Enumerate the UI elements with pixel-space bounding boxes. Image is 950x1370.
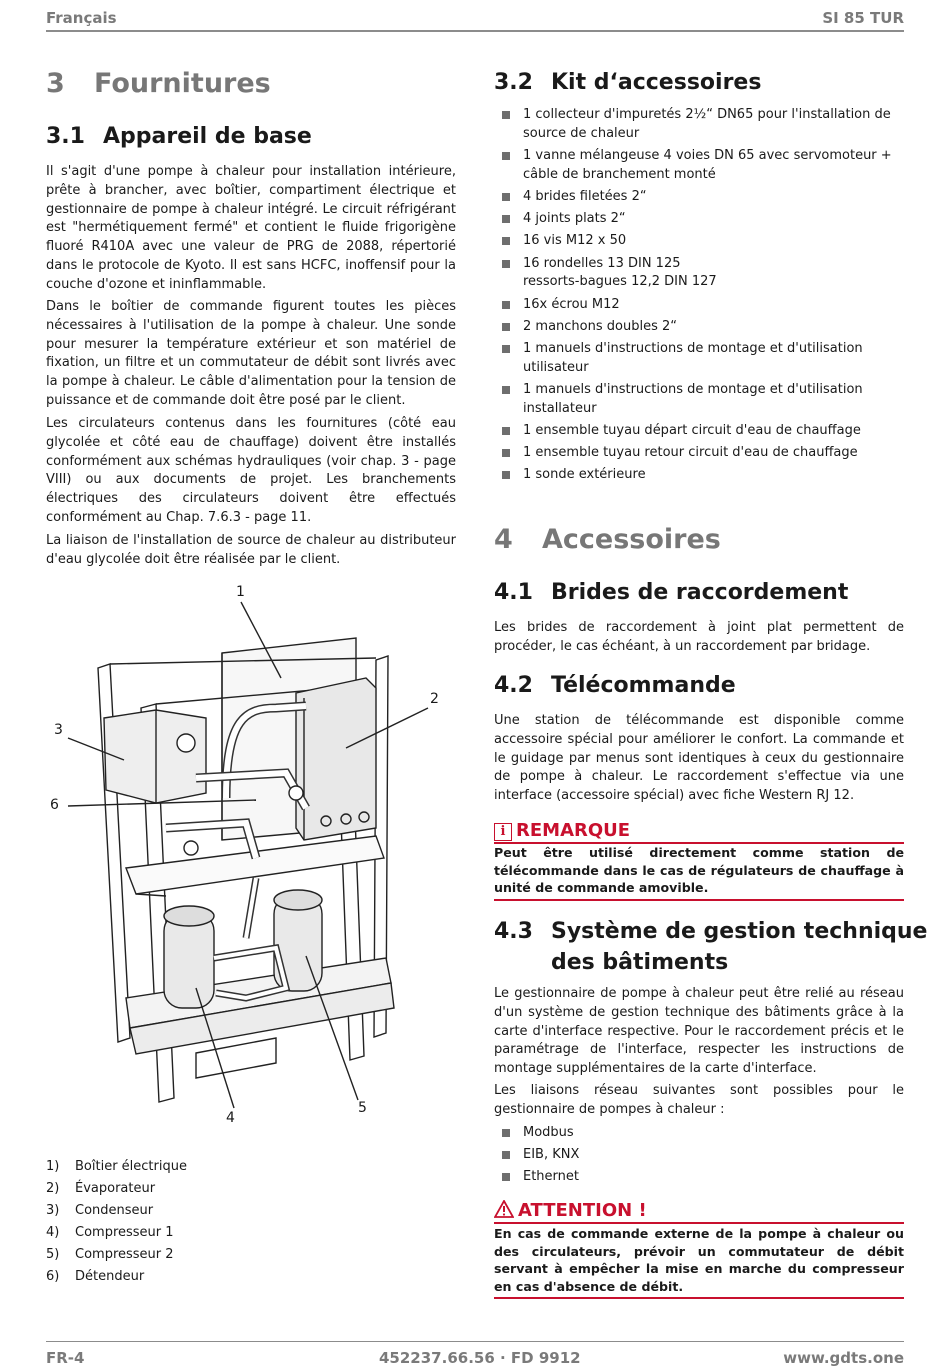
remarque-text: Peut être utilisé directement comme station de télécommande dans le cas de régulateurs de chauffage à unité de commande amovible. xyxy=(494,844,904,901)
footer-page-number: FR-4 xyxy=(46,1349,85,1367)
network-links-list xyxy=(494,1124,904,1191)
section-number: 4 xyxy=(494,524,513,555)
figure-label-1: 1 xyxy=(236,584,245,600)
page-header xyxy=(46,6,904,32)
figure-label-6: 6 xyxy=(50,797,59,813)
attention-title: ATTENTION ! xyxy=(518,1200,647,1221)
footer-document-reference: 452237.66.56 · FD 9912 xyxy=(379,1349,581,1367)
attention-heading xyxy=(494,1200,904,1224)
list-item: 2 manchons doubles 2“ xyxy=(494,318,904,337)
footer-website: www.gdts.one xyxy=(783,1349,904,1367)
heat-pump-figure xyxy=(46,578,466,1138)
section-4-2-heading xyxy=(494,673,736,698)
accessory-kit-list xyxy=(494,106,904,488)
section-title-continued: des bâtiments xyxy=(551,950,729,975)
figure-label-4: 4 xyxy=(226,1110,235,1126)
list-item: 1 collecteur d'impuretés 2½“ DN65 pour l'installation de source de chaleur xyxy=(494,106,904,144)
section-title: Fournitures xyxy=(94,68,271,99)
figure-label-2: 2 xyxy=(430,691,439,707)
legend-item: 1) Boîtier électrique xyxy=(46,1159,187,1174)
section-number: 4.2 xyxy=(494,673,533,698)
paragraph: Dans le boîtier de commande figurent toutes les pièces nécessaires à l'utilisation de la pompe à chaleur. Une sonde pour mesurer la température extérieur et son matériel de fixation, un filtre et un commutateur de débit sont livrés avec la pompe à chaleur. Le câble d'alimentation pour la tension de puissance et de commande doit être posé par le client. xyxy=(46,299,456,408)
list-item: 1 manuels d'instructions de montage et d'utilisation installateur xyxy=(494,381,904,419)
section-number: 4.3 xyxy=(494,919,533,944)
legend-item: 4) Compresseur 1 xyxy=(46,1225,174,1240)
legend-item: 5) Compresseur 2 xyxy=(46,1247,174,1262)
legend-item: 6) Détendeur xyxy=(46,1269,145,1284)
figure-label-5: 5 xyxy=(358,1100,367,1116)
figure-label-3: 3 xyxy=(54,722,63,738)
section-title: Accessoires xyxy=(542,524,721,555)
section-title: Appareil de base xyxy=(103,124,312,149)
section-number: 3.2 xyxy=(494,70,533,95)
list-item: 1 manuels d'instructions de montage et d'utilisation utilisateur xyxy=(494,340,904,378)
header-model: SI 85 TUR xyxy=(822,9,904,27)
list-item: 16x écrou M12 xyxy=(494,296,904,315)
section-4-1-heading xyxy=(494,580,848,605)
section-4-3-heading xyxy=(494,916,927,978)
warning-icon xyxy=(494,1200,514,1223)
page-footer xyxy=(46,1341,904,1370)
attention-text: En cas de commande externe de la pompe à chaleur ou des circulateurs, prévoir un commutateur de débit servant à empêcher la mise en marche du compresseur en cas d'absence de débit. xyxy=(494,1225,904,1299)
remarque-heading xyxy=(494,820,904,844)
paragraph: Les brides de raccordement à joint plat permettent de procéder, le cas échéant, à un raccordement par bridage. xyxy=(494,620,904,654)
section-title: Télécommande xyxy=(551,673,736,698)
list-item: 16 vis M12 x 50 xyxy=(494,232,904,251)
list-item: 1 ensemble tuyau départ circuit d'eau de chauffage xyxy=(494,422,904,441)
section-3-2-heading xyxy=(494,70,761,95)
list-item: Ethernet xyxy=(494,1168,904,1187)
paragraph: La liaison de l'installation de source de chaleur au distributeur d'eau glycolée doit être réalisée par le client. xyxy=(46,533,456,567)
paragraph: Une station de télécommande est disponible comme accessoire spécial pour améliorer le confort. La commande et le guidage par menus sont identiques à ceux du gestionnaire de pompe à chaleur. Le raccordement s'effectue via une interface (accessoire spécial) avec fiche Western RJ 12. xyxy=(494,713,904,804)
section-number: 3 xyxy=(46,68,65,99)
section-number: 3.1 xyxy=(46,124,85,149)
paragraph: Les circulateurs contenus dans les fournitures (côté eau glycolée et côté eau de chauffage) doivent être installés conformément aux schémas hydrauliques (voir chap. 3 - page VIII) ou aux documents de projet. Les branchements électriques des circulateurs doivent être effectués conformément au Chap. 7.6.3 - page 11. xyxy=(46,416,456,525)
figure-legend xyxy=(46,1156,187,1288)
list-item: Modbus xyxy=(494,1124,904,1143)
list-item: 1 vanne mélangeuse 4 voies DN 65 avec servomoteur + câble de branchement monté xyxy=(494,147,904,185)
section-title: Système de gestion technique xyxy=(551,919,928,944)
list-item: 1 ensemble tuyau retour circuit d'eau de chauffage xyxy=(494,444,904,463)
list-item: 4 brides filetées 2“ xyxy=(494,188,904,207)
section-title: Brides de raccordement xyxy=(551,580,849,605)
section-3-heading xyxy=(46,68,271,99)
list-item: EIB, KNX xyxy=(494,1146,904,1165)
section-number: 4.1 xyxy=(494,580,533,605)
remarque-title: REMARQUE xyxy=(516,820,631,841)
paragraph: Le gestionnaire de pompe à chaleur peut être relié au réseau d'un système de gestion technique des bâtiments grâce à la carte d'interface respective. Pour le raccordement précis et le paramétrage de l'interface, respecter les instructions de montage supplémentaires de la carte d'interface. xyxy=(494,986,904,1077)
header-language: Français xyxy=(46,9,117,27)
heat-pump-illustration xyxy=(46,578,466,1138)
section-4-heading xyxy=(494,524,721,555)
section-title: Kit d‘accessoires xyxy=(551,70,762,95)
list-item: 16 rondelles 13 DIN 125 ressorts-bagues 12,2 DIN 127 xyxy=(494,255,904,293)
list-item: 4 joints plats 2“ xyxy=(494,210,904,229)
list-item: 1 sonde extérieure xyxy=(494,466,904,485)
paragraph: Les liaisons réseau suivantes sont possibles pour le gestionnaire de pompes à chaleur : xyxy=(494,1083,904,1117)
section-3-1-heading xyxy=(46,124,312,149)
legend-item: 2) Évaporateur xyxy=(46,1181,156,1196)
legend-item: 3) Condenseur xyxy=(46,1203,154,1218)
info-icon: i xyxy=(494,823,512,841)
paragraph: Il s'agit d'une pompe à chaleur pour installation intérieure, prête à brancher, avec boîtier, compartiment électrique et gestionnaire de pompe à chaleur intégré. Le circuit réfrigérant est "hermétiquement fermé" et contient le fluide frigorigène fluoré R410A avec une valeur de PRG de 2088, répertorié dans le protocole de Kyoto. Il est sans HCFC, inoffensif pour la couche d'ozone et ininflammable. xyxy=(46,164,456,292)
